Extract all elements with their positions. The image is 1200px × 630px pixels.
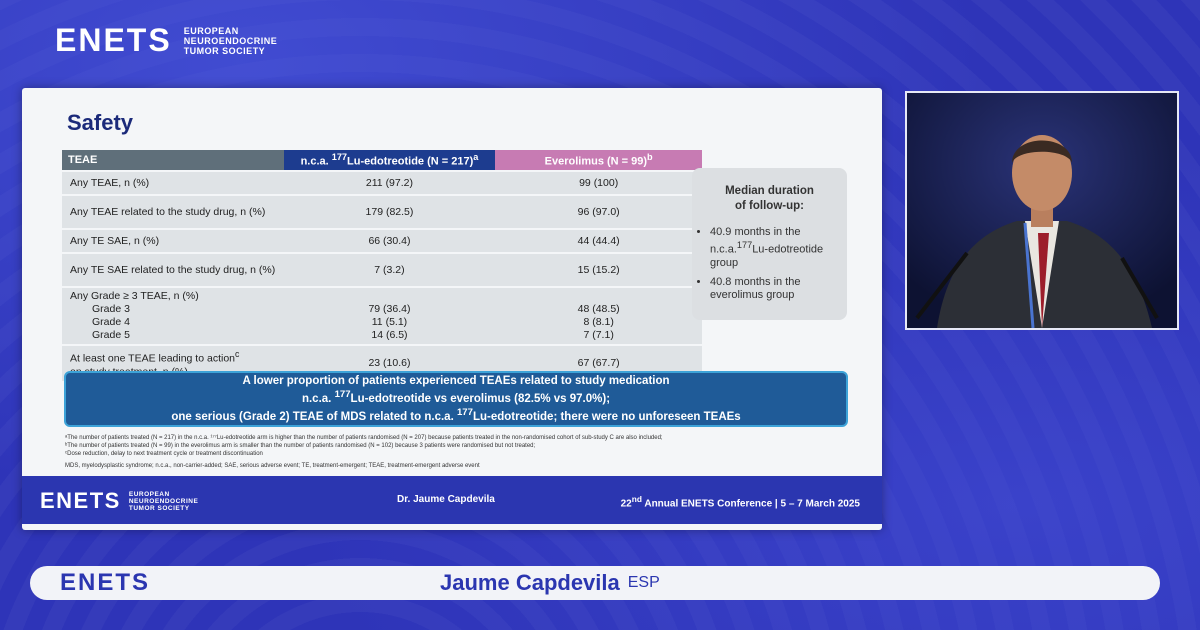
row-value-ev: 99 (100) [495, 172, 702, 194]
row-value-lu: 179 (82.5) [284, 196, 496, 228]
row-label: Any TEAE related to the study drug, n (%) [62, 196, 284, 228]
footnote-a: ᵃThe number of patients treated (N = 217) in the n.c.a. ¹⁷⁷Lu-edotreotide arm is higher than the number of patients randomised (N = 207) because patients treated in the non-randomised cohort of sub-study C are also included; [65, 435, 663, 441]
table-row-grade [62, 288, 702, 344]
table-row [62, 254, 702, 286]
table-row [62, 172, 702, 194]
row-value-ev: 15 (15.2) [495, 254, 702, 286]
row-label: Any TE SAE, n (%) [62, 230, 284, 252]
key-message-box: A lower proportion of patients experienced TEAEs related to study medication n.c.a. $^{177}$Lu-edotreotide vs everolimus (82.5% vs 97.0%); one serious (Grade 2) TEAE of MDS related to n.c.a. $^{177}$Lu-edotreotide; there were no unforeseen TEAEs [64, 371, 848, 427]
header-lu-edotreotide: n.c.a. $^{177}$Lu-edotreotide (N = 217)$^a$ [284, 150, 496, 170]
footnote-b: ᵇThe number of patients treated (N = 99) in the everolimus arm is smaller than the number of patients randomised (N = 102) because 3 patients were randomised but not treated; [65, 443, 536, 449]
row-value-lu: 23 (10.6) [284, 346, 496, 381]
callout-item: • 40.8 months in the everolimus group [710, 276, 847, 302]
stage-logo-subtitle: EUROPEAN NEUROENDOCRINE TUMOR SOCIETY [183, 25, 278, 56]
table-row [62, 196, 702, 228]
speaker-figure [907, 93, 1177, 328]
row-value-ev: 96 (97.0) [495, 196, 702, 228]
footnote-c: ᶜDose reduction, delay to next treatment cycle or treatment discontinuation [65, 451, 263, 457]
stage-logo [55, 22, 277, 59]
callout-list [692, 226, 847, 302]
header-everolimus: Everolimus (N = 99)$^b$ [495, 150, 702, 170]
row-label: At least one TEAE leading to action$^c$ [62, 346, 284, 381]
row-value-lu: 66 (30.4) [284, 230, 496, 252]
header-teae: TEAE [62, 150, 284, 170]
row-value-lu: 7 (3.2) [284, 254, 496, 286]
row-value-ev: 67 (67.7) [495, 346, 702, 381]
slide-conference-info: 22nd Annual ENETS Conference | 5 – 7 March 2025 [620, 494, 860, 510]
speaker-country: ESP [627, 574, 660, 591]
presentation-slide [22, 88, 882, 530]
row-value-ev: 44 (44.4) [495, 230, 702, 252]
row-label: Any TE SAE related to the study drug, n (%) [62, 254, 284, 286]
follow-up-callout [692, 168, 847, 320]
speaker-video [905, 91, 1179, 330]
slide-title: Safety [67, 110, 134, 135]
slide-speaker-name: Dr. Jaume Capdevila [397, 494, 495, 505]
slide-footer-bar [22, 476, 882, 524]
stage-logo-word: ENETS [55, 22, 172, 58]
safety-table [62, 148, 702, 383]
footnotes [65, 434, 855, 470]
row-label-grade: Any Grade ≥ 3 TEAE, n (%) Grade 3 Grade 4 Grade 5 [62, 288, 284, 344]
lower-third-logo: ENETS [60, 569, 151, 596]
table-header-row [62, 150, 702, 170]
row-value-lu: 211 (97.2) [284, 172, 496, 194]
row-label: Any TEAE, n (%) [62, 172, 284, 194]
lower-third-banner [30, 566, 1160, 600]
row-values-ev-grade: 48 (48.5) 8 (8.1) 7 (7.1) [495, 288, 702, 344]
footnote-abbreviations: MDS, myelodysplastic syndrome; n.c.a., non-carrier-added; SAE, serious adverse event; TE, treatment-emergent; TEAE, treatment-emergent adverse event [65, 463, 480, 469]
callout-item: • 40.9 months in the n.c.a.$^{177}$Lu-edotreotide group [710, 226, 847, 270]
row-values-lu-grade: 79 (36.4) 11 (5.1) 14 (6.5) [284, 288, 496, 344]
callout-title: Median duration of follow-up: [725, 185, 814, 212]
speaker-name: Jaume Capdevila [440, 570, 620, 595]
table-row [62, 230, 702, 252]
slide-footer-logo: ENETS EUROPEAN NEUROENDOCRINE TUMOR SOCIETY [40, 488, 199, 513]
